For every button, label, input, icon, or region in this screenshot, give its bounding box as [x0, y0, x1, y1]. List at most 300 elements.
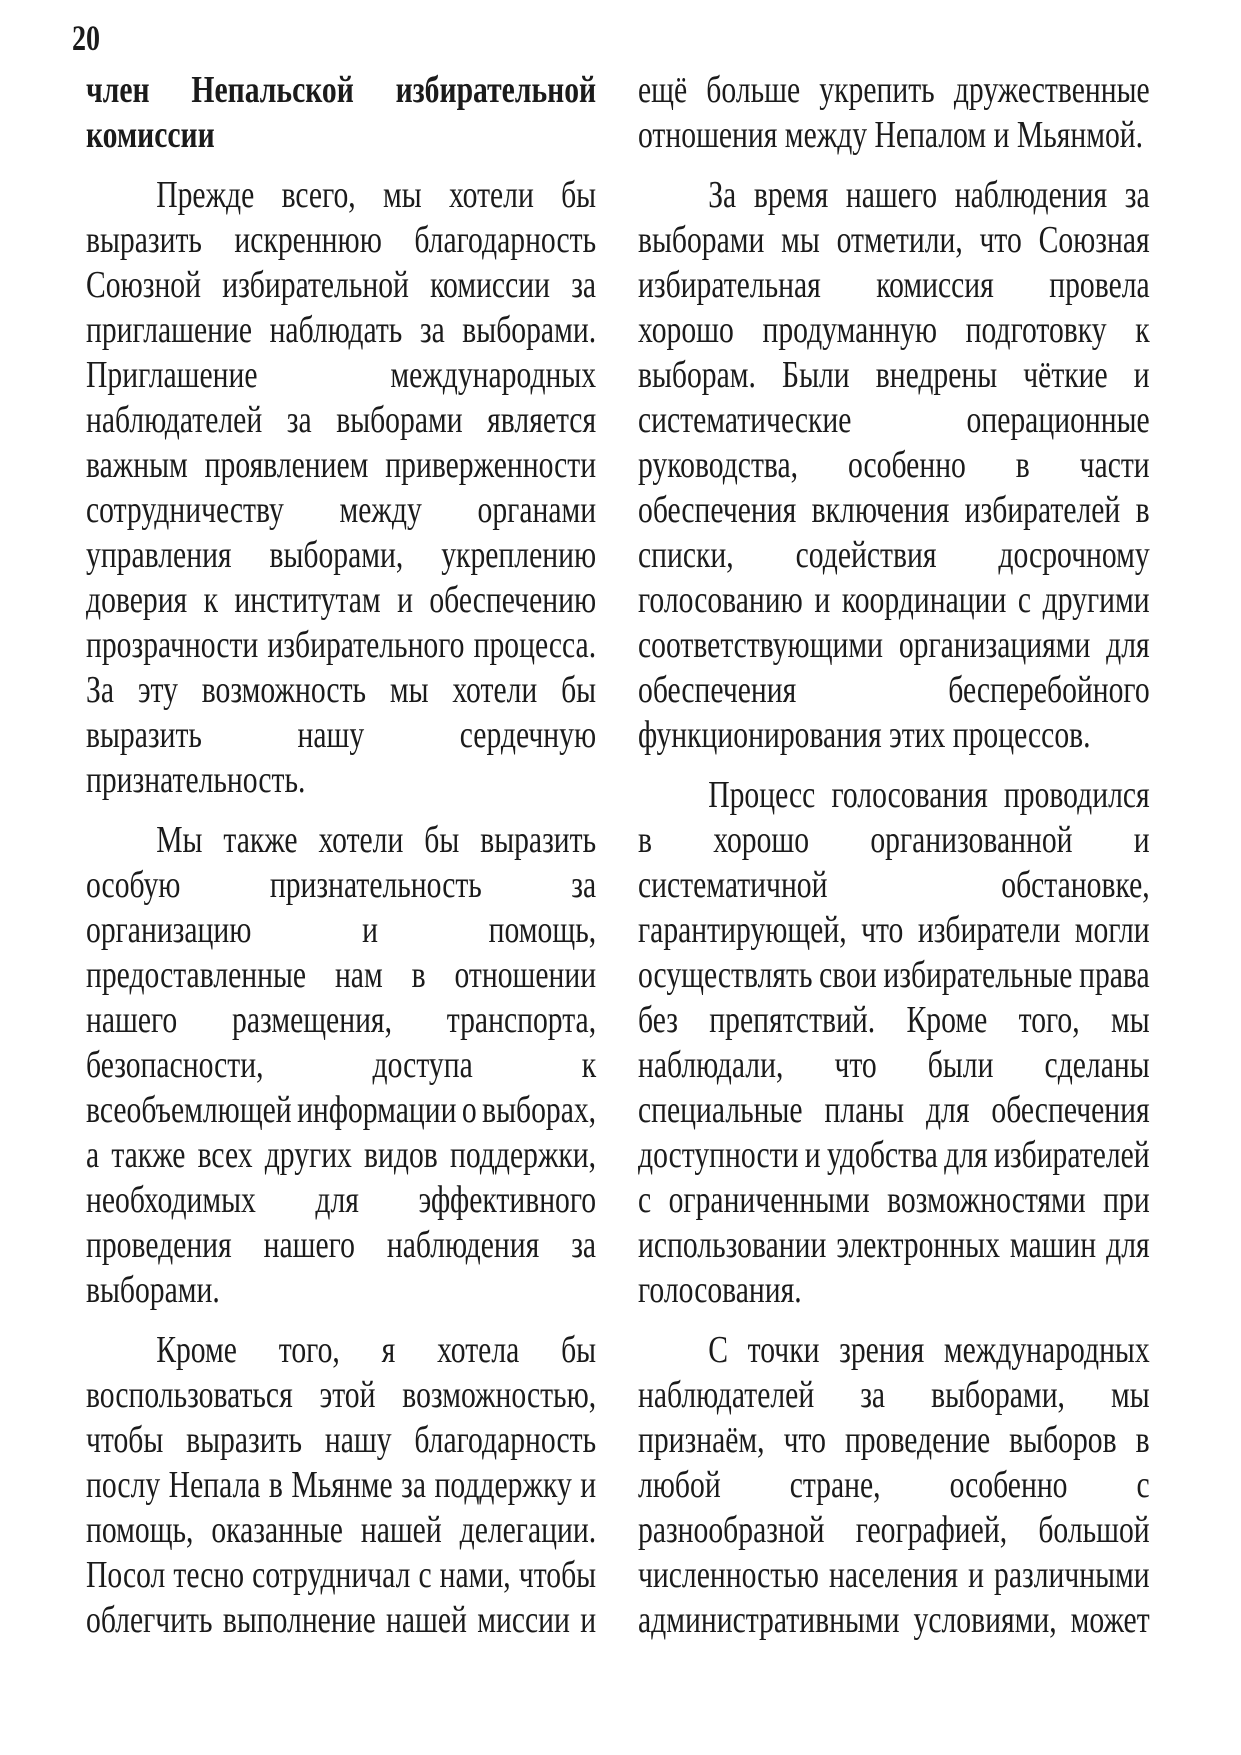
word: сделаны [1044, 1044, 1150, 1086]
word: доступа [372, 1044, 473, 1086]
text-line [86, 908, 596, 953]
word: нам [334, 954, 383, 996]
word: послу [86, 1464, 161, 1506]
text-line: функционирования этих процессов. [638, 714, 1091, 756]
word: безопасности, [86, 1044, 264, 1086]
word: бы [424, 819, 460, 861]
word: важным [86, 444, 188, 486]
word: гарантирующей, [638, 909, 847, 951]
word: проявлением [204, 444, 369, 486]
word: искреннюю [234, 219, 382, 261]
text-line [638, 1553, 1150, 1598]
word: управления [86, 534, 232, 576]
word: продуманную [762, 309, 938, 351]
word: возможность [201, 669, 367, 711]
text-line: выборами. [86, 1269, 220, 1311]
word: соответствующими [638, 624, 884, 666]
text-line [638, 863, 1150, 908]
word: наблюдателей [86, 399, 263, 441]
word: приглашение [86, 309, 253, 351]
word: бы [561, 174, 597, 216]
word: также [111, 1134, 186, 1176]
word: благодарность [414, 1419, 597, 1461]
word: любой [638, 1464, 721, 1506]
word: сердечную [459, 714, 597, 756]
word: возможностью, [402, 1374, 597, 1416]
word: выборах, [482, 1089, 597, 1131]
text-line [86, 308, 596, 353]
text-line: голосования. [638, 1269, 802, 1311]
word: руководства, [638, 444, 799, 486]
word: мы [382, 174, 422, 216]
word: тесно [173, 1554, 245, 1596]
word: Посол [86, 1554, 166, 1596]
text-line [86, 1133, 596, 1178]
word: выборов [1009, 1419, 1117, 1461]
word: голосованию [638, 579, 803, 621]
word: были [927, 1044, 994, 1086]
word: является [487, 399, 597, 441]
word: систематичной [638, 864, 828, 906]
word: провела [1049, 264, 1150, 306]
text-line [86, 863, 596, 908]
text-line [638, 68, 1150, 113]
word: прозрачности [86, 624, 259, 666]
word: того, [1018, 999, 1080, 1041]
word: чтобы [518, 1554, 597, 1596]
word: подготовку [965, 309, 1107, 351]
word: и [814, 579, 831, 621]
word: в [411, 954, 426, 996]
word: проведение [844, 1419, 991, 1461]
word: комиссия [876, 264, 994, 306]
text-column-left [86, 68, 596, 1658]
word: институтам [234, 579, 381, 621]
text-line [86, 998, 596, 1043]
word: в [268, 1464, 283, 1506]
word: в [1135, 1419, 1150, 1461]
word: миссии [477, 1599, 570, 1641]
word: наблюдателей [638, 1374, 815, 1416]
word: избирателей [964, 489, 1121, 531]
word: чтобы [86, 1419, 164, 1461]
word: организацию [86, 909, 252, 951]
word: Приглашение [86, 354, 258, 396]
word: нами, [439, 1554, 511, 1596]
text-line [86, 1373, 596, 1418]
word: доверия [86, 579, 188, 621]
word: Непала [168, 1464, 261, 1506]
word: нашу [324, 1419, 392, 1461]
word: списки, [638, 534, 734, 576]
word: а [86, 1134, 100, 1176]
text-line [86, 1553, 596, 1598]
word: за [1124, 174, 1150, 216]
word: административными [638, 1599, 900, 1641]
word: содействия [795, 534, 937, 576]
text-line [86, 1088, 596, 1133]
word: международных [390, 354, 597, 396]
text-line [638, 308, 1150, 353]
word: с [1136, 1464, 1150, 1506]
text-line [86, 533, 596, 578]
text-line [638, 533, 1150, 578]
word: может [1070, 1599, 1150, 1641]
word: Были [782, 354, 850, 396]
word: выразить [480, 819, 597, 861]
word: различными [994, 1554, 1150, 1596]
text-line [638, 398, 1150, 443]
text-line [638, 668, 1150, 713]
text-line [638, 1328, 1150, 1373]
body-paragraph [86, 818, 596, 1313]
word: делегации. [459, 1509, 597, 1551]
word: избиратели [917, 909, 1061, 951]
word: с [418, 1554, 432, 1596]
word: для [1106, 1224, 1150, 1266]
word: с [1017, 579, 1032, 621]
word: к [581, 1044, 597, 1086]
word: Мьянме [291, 1464, 393, 1506]
word: хотела [437, 1329, 520, 1371]
word: нашего [263, 1224, 355, 1266]
word: особенно [949, 1464, 1068, 1506]
text-line [638, 1133, 1150, 1178]
word: географией, [855, 1509, 1008, 1551]
word: для [315, 1179, 359, 1221]
word: необходимых [86, 1179, 256, 1221]
text-line [638, 818, 1150, 863]
word: оказанные [211, 1509, 343, 1551]
text-line [638, 578, 1150, 623]
word: нашу [297, 714, 365, 756]
word: я [381, 1329, 396, 1371]
word: хотели [318, 819, 404, 861]
word: и [1133, 354, 1150, 396]
word: облегчить [86, 1599, 213, 1641]
text-line [638, 1463, 1150, 1508]
word: использовании [638, 1224, 827, 1266]
text-line [86, 488, 596, 533]
word: к [203, 579, 218, 621]
word: всего, [281, 174, 356, 216]
word: что [783, 1419, 826, 1461]
word: время [753, 174, 829, 216]
text-line [638, 1088, 1150, 1133]
text-line [638, 623, 1150, 668]
word: удобства [827, 1134, 938, 1176]
word: для [944, 1134, 988, 1176]
word: избирательные [883, 954, 1073, 996]
body-paragraph [638, 68, 1150, 158]
word: процесса. [473, 624, 597, 666]
word: За [708, 174, 737, 216]
word: голосования [831, 774, 988, 816]
word: за [571, 864, 597, 906]
word: в [1135, 489, 1150, 531]
text-line [86, 713, 596, 758]
word: особую [86, 864, 181, 906]
word: в [1015, 444, 1030, 486]
word: организованной [870, 819, 1073, 861]
text-line [86, 68, 596, 113]
word: поддержки, [449, 1134, 597, 1176]
word: Мы [156, 819, 203, 861]
word: избирательного [267, 624, 465, 666]
word: разнообразной [638, 1509, 825, 1551]
word: всеобъемлющей [86, 1089, 292, 1131]
word: досрочному [998, 534, 1150, 576]
word: укрепить [819, 69, 935, 111]
word: мы [1111, 1374, 1150, 1416]
word: о [461, 1089, 477, 1131]
word: выборами, [269, 534, 404, 576]
word: бы [561, 1329, 597, 1371]
word: к [1135, 309, 1150, 351]
word: приверженности [385, 444, 597, 486]
text-line [86, 668, 596, 713]
word: воспользоваться [86, 1374, 293, 1416]
word: больше [706, 69, 801, 111]
word: нашего [86, 999, 178, 1041]
text-line [86, 263, 596, 308]
word: благодарность [414, 219, 597, 261]
word: наблюдали, [638, 1044, 784, 1086]
word: признаём, [638, 1419, 765, 1461]
word: Кроме [906, 999, 988, 1041]
text-line [86, 953, 596, 998]
word: За [86, 669, 115, 711]
body-paragraph [86, 1328, 596, 1643]
word: выразить [86, 219, 202, 261]
word: для [1106, 624, 1150, 666]
word: Непальской [191, 69, 354, 111]
text-line: комиссии [86, 114, 215, 156]
word: в [638, 819, 653, 861]
word: отношении [454, 954, 597, 996]
word: отметили, [836, 219, 963, 261]
word: выборами [638, 219, 765, 261]
word: комиссии [430, 264, 550, 306]
word: проводился [1003, 774, 1150, 816]
word: сотрудничеству [86, 489, 284, 531]
word: поддержку [434, 1464, 572, 1506]
word: препятствий. [709, 999, 876, 1041]
word: права [1079, 954, 1150, 996]
word: Процесс [708, 774, 816, 816]
word: бесперебойного [948, 669, 1150, 711]
word: что [861, 909, 904, 951]
text-line [638, 443, 1150, 488]
word: других [264, 1134, 352, 1176]
word: хорошо [638, 309, 734, 351]
text-column-right [638, 68, 1150, 1658]
word: всех [197, 1134, 253, 1176]
word: без [638, 999, 678, 1041]
text-line [638, 1373, 1150, 1418]
word: и [1133, 819, 1150, 861]
word: обеспечения [638, 669, 797, 711]
word: и [397, 579, 413, 621]
word: обеспечения [638, 489, 797, 531]
text-line [86, 578, 596, 623]
word: мы [1111, 999, 1150, 1041]
word: выборами [336, 399, 463, 441]
word: член [86, 69, 150, 111]
word: наблюдения [386, 1224, 540, 1266]
word: электронных [836, 1224, 1000, 1266]
word: и [580, 1599, 597, 1641]
word: международных [943, 1329, 1150, 1371]
word: транспорта, [446, 999, 597, 1041]
word: помощь, [86, 1509, 194, 1551]
word: обеспечения [991, 1089, 1150, 1131]
text-line [638, 908, 1150, 953]
word: мы [781, 219, 820, 261]
text-line [86, 1463, 596, 1508]
word: Прежде [156, 174, 255, 216]
word: большой [1038, 1509, 1150, 1551]
word: хорошо [713, 819, 810, 861]
word: за [286, 399, 312, 441]
word: могли [1074, 909, 1150, 951]
word: выразить [186, 1419, 303, 1461]
word: операционные [966, 399, 1150, 441]
word: специальные [638, 1089, 803, 1131]
word: выразить [86, 714, 202, 756]
word: ещё [638, 69, 688, 111]
text-line [638, 1043, 1150, 1088]
text-line [86, 218, 596, 263]
word: нашего [845, 174, 938, 216]
word: наблюдения [954, 174, 1108, 216]
word: избирательной [395, 69, 597, 111]
text-line [638, 488, 1150, 533]
word: признательность [269, 864, 482, 906]
word: и [362, 909, 378, 951]
word: укреплению [441, 534, 597, 576]
word: избирательная [638, 264, 821, 306]
text-line [86, 443, 596, 488]
word: населения [829, 1554, 959, 1596]
word: того, [278, 1329, 340, 1371]
word: и [804, 1134, 821, 1176]
word: за [419, 309, 445, 351]
text-line [86, 398, 596, 443]
word: С [708, 1329, 728, 1371]
word: наблюдать [269, 309, 403, 351]
text-line [86, 1328, 596, 1373]
word: с [638, 1179, 652, 1221]
word: нашей [360, 1509, 442, 1551]
word: избирателей [994, 1134, 1150, 1176]
word: осуществлять [638, 954, 813, 996]
word: выполнение [222, 1599, 376, 1641]
word: и [580, 1464, 597, 1506]
text-line [638, 353, 1150, 398]
word: что [834, 1044, 877, 1086]
word: чёткие [1023, 354, 1108, 396]
word: внедрены [875, 354, 998, 396]
word: информации [297, 1089, 457, 1131]
word: проведения [86, 1224, 232, 1266]
text-line [638, 1178, 1150, 1223]
word: численностью [638, 1554, 819, 1596]
text-line [86, 623, 596, 668]
word: включения [811, 489, 950, 531]
word: мы [389, 669, 429, 711]
word: выборами, [931, 1374, 1065, 1416]
word: также [223, 819, 298, 861]
word: эффективного [418, 1179, 597, 1221]
word: размещения, [232, 999, 392, 1041]
body-paragraph [638, 773, 1150, 1313]
word: для [925, 1089, 970, 1131]
word: обстановке, [1001, 864, 1150, 906]
word: помощь, [488, 909, 597, 951]
text-line [86, 1043, 596, 1088]
text-line [86, 173, 596, 218]
text-line [638, 998, 1150, 1043]
word: хотели [452, 669, 538, 711]
word: органами [477, 489, 597, 531]
word: этой [319, 1374, 376, 1416]
word: выборами. [462, 309, 597, 351]
text-line [638, 1418, 1150, 1463]
word: предоставленные [86, 954, 307, 996]
word: видов [364, 1134, 438, 1176]
body-paragraph [86, 173, 596, 803]
text-line [86, 1178, 596, 1223]
word: планы [824, 1089, 905, 1131]
text-line [638, 773, 1150, 818]
word: части [1079, 444, 1150, 486]
word: избирательной [222, 264, 409, 306]
page-number: 20 [72, 18, 101, 58]
word: точки [747, 1329, 820, 1371]
word: координации [841, 579, 1007, 621]
word: Кроме [156, 1329, 237, 1371]
word: Союзная [1038, 219, 1150, 261]
word: обеспечению [429, 579, 597, 621]
body-paragraph [638, 173, 1150, 758]
word: условиями, [913, 1599, 1057, 1641]
text-line [638, 1508, 1150, 1553]
word: дружественные [953, 69, 1150, 111]
word: эту [137, 669, 178, 711]
word: машин [1009, 1224, 1097, 1266]
word: Союзной [86, 264, 201, 306]
word: другими [1042, 579, 1150, 621]
text-line [86, 1223, 596, 1268]
text-line [638, 263, 1150, 308]
text-line [638, 1598, 1150, 1643]
word: стране, [789, 1464, 881, 1506]
text-line [638, 1223, 1150, 1268]
word: зрения [839, 1329, 925, 1371]
word: выборам. [638, 354, 756, 396]
text-line [86, 353, 596, 398]
word: сотрудничал [252, 1554, 411, 1596]
word: систематические [638, 399, 852, 441]
text-line [86, 818, 596, 863]
word: между [339, 489, 422, 531]
word: за [571, 1224, 597, 1266]
word: возможностями [887, 1179, 1086, 1221]
word: бы [561, 669, 597, 711]
text-line: отношения между Непалом и Мьянмой. [638, 114, 1144, 156]
body-paragraph [638, 1328, 1150, 1643]
